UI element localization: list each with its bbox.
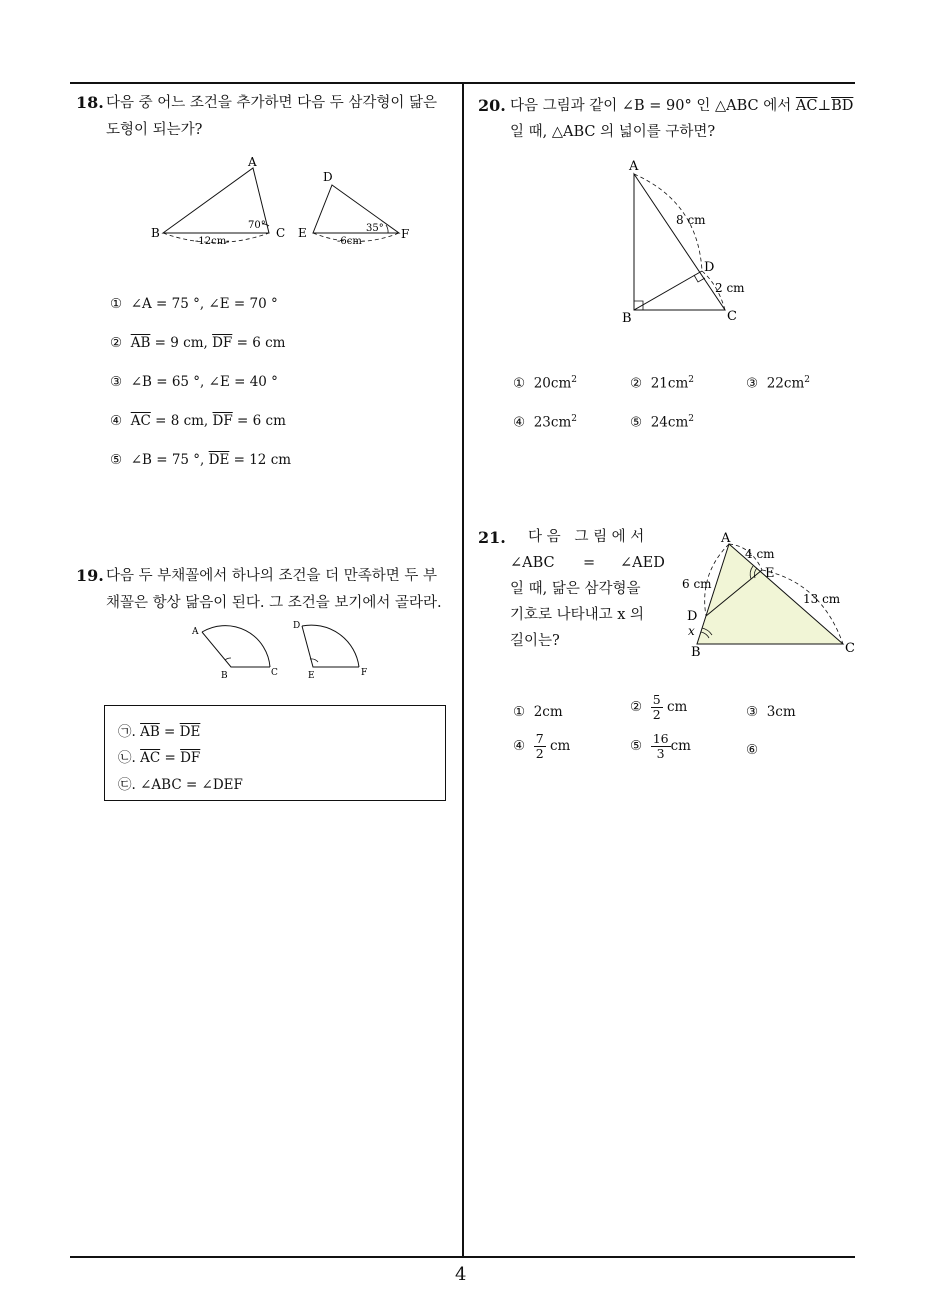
q18-label-F: F: [401, 227, 410, 241]
q19-label-C: C: [271, 668, 278, 678]
q18-option-1[interactable]: ① ∠A = 75 °, ∠E = 70 °: [110, 296, 278, 312]
q20-option-1[interactable]: ① $20cm^2$: [513, 375, 577, 392]
q21-option-1[interactable]: ① 2cm: [513, 704, 563, 720]
q18-label-E: E: [298, 226, 307, 240]
q21-line4: 기호로 나타내고 x 의: [510, 607, 645, 623]
q18-angle-f: 35°: [366, 223, 384, 234]
q20-label-D: D: [704, 260, 715, 275]
q19-label-D: D: [293, 621, 301, 631]
q19-label-E: E: [308, 671, 315, 681]
q21-option-4[interactable]: ④ $\frac{7}{2}$ cm: [513, 731, 571, 761]
q21-side-ec: 13 cm: [803, 592, 841, 606]
q18-side-bc: -12cm-: [195, 236, 230, 247]
q18-option-3[interactable]: ③ ∠B = 65 °, ∠E = 40 °: [110, 374, 278, 390]
q21-number: 21.: [478, 528, 506, 547]
q20-side-ad: 8 cm: [676, 213, 706, 227]
q21-label-B: B: [691, 645, 701, 658]
q21-option-6[interactable]: ⑥: [746, 742, 759, 758]
q20-label-C: C: [727, 309, 737, 324]
q19-condition-2[interactable]: ㉡. $\overline{AC} = \overline{DF}$: [118, 750, 201, 766]
q21-label-x: x: [688, 624, 695, 638]
q21-label-D: D: [687, 609, 698, 624]
q19-text-line1: 다음 두 부채꼴에서 하나의 조건을 더 만족하면 두 부: [106, 568, 438, 584]
q21-side-ae: 4 cm: [745, 547, 775, 561]
q18-option-2[interactable]: ② $\overline{AB} = 9$ cm, $\overline{DF} = 6$ cm: [110, 335, 286, 351]
q21-line2a: ∠ABC: [510, 555, 555, 571]
q18-option-5[interactable]: ⑤ ∠B = 75 °, $\overline{DE} = 12$ cm: [110, 452, 292, 468]
q20-option-2[interactable]: ② $21cm^2$: [630, 375, 694, 392]
q21-option-3[interactable]: ③ 3cm: [746, 704, 796, 720]
column-divider: [462, 82, 464, 1257]
q18-angle-c: 70°: [248, 220, 266, 231]
q21-line1: 다 음 그 림 에 서: [528, 529, 645, 545]
q20-text-line2: 일 때, △ABC 의 넓이를 구하면?: [510, 124, 716, 140]
q19-text-line2: 채꼴은 항상 닮음이 된다. 그 조건을 보기에서 골라라.: [106, 595, 442, 611]
q19-number: 19.: [76, 566, 104, 585]
q20-label-B: B: [622, 311, 632, 325]
q21-line2b: =: [583, 555, 596, 571]
q19-label-A: A: [192, 627, 199, 637]
q20-option-4[interactable]: ④ $23cm^2$: [513, 414, 577, 431]
q21-triangle-figure: [675, 528, 865, 658]
q21-option-5[interactable]: ⑤ $\frac{16}{3}$ cm: [630, 731, 691, 761]
q21-label-C: C: [845, 641, 855, 656]
q18-side-ef: -6cm-: [337, 236, 366, 247]
q21-line5: 길이는?: [510, 633, 560, 649]
page-number: 4: [455, 1264, 467, 1285]
q20-text-line1: 다음 그림과 같이 ∠B = 90° 인 △ABC 에서 $\overline{AC}\perp\overline{BD}$: [510, 98, 854, 114]
q21-option-2[interactable]: ② $\frac{5}{2}$ cm: [630, 692, 688, 722]
q18-label-C: C: [276, 226, 286, 240]
q21-label-A: A: [721, 531, 731, 546]
q21-side-ad: 6 cm: [682, 577, 712, 591]
q20-option-5[interactable]: ⑤ $24cm^2$: [630, 414, 694, 431]
q18-number: 18.: [76, 93, 104, 112]
q18-text-line1: 다음 중 어느 조건을 추가하면 다음 두 삼각형이 닮은: [106, 95, 438, 111]
q19-label-F: F: [361, 668, 368, 678]
q20-option-3[interactable]: ③ $22cm^2$: [746, 375, 810, 392]
q18-triangles-figure: [145, 150, 425, 255]
q18-option-4[interactable]: ④ $\overline{AC} = 8$ cm, $\overline{DF} = 6$ cm: [110, 413, 286, 429]
q19-label-B: B: [221, 671, 228, 681]
q18-text-line2: 도형이 되는가?: [106, 122, 203, 138]
bottom-rule: [70, 1256, 855, 1258]
q20-right-triangle-figure: [610, 150, 760, 325]
q21-line3: 일 때, 닮은 삼각형을: [510, 581, 641, 597]
q21-line2c: ∠AED: [620, 555, 665, 571]
q19-condition-3[interactable]: ㉢. ∠ABC = ∠DEF: [118, 777, 243, 793]
q18-label-D: D: [323, 170, 333, 184]
q20-side-dc: 2 cm: [715, 281, 745, 295]
q20-number: 20.: [478, 96, 506, 115]
q18-label-B: B: [151, 226, 160, 240]
q19-condition-1[interactable]: ㉠. $\overline{AB} = \overline{DE}$: [118, 724, 201, 740]
q19-sectors-figure: [185, 615, 385, 685]
q21-label-E: E: [765, 566, 775, 581]
q20-label-A: A: [629, 159, 639, 174]
q18-label-A: A: [248, 155, 257, 169]
